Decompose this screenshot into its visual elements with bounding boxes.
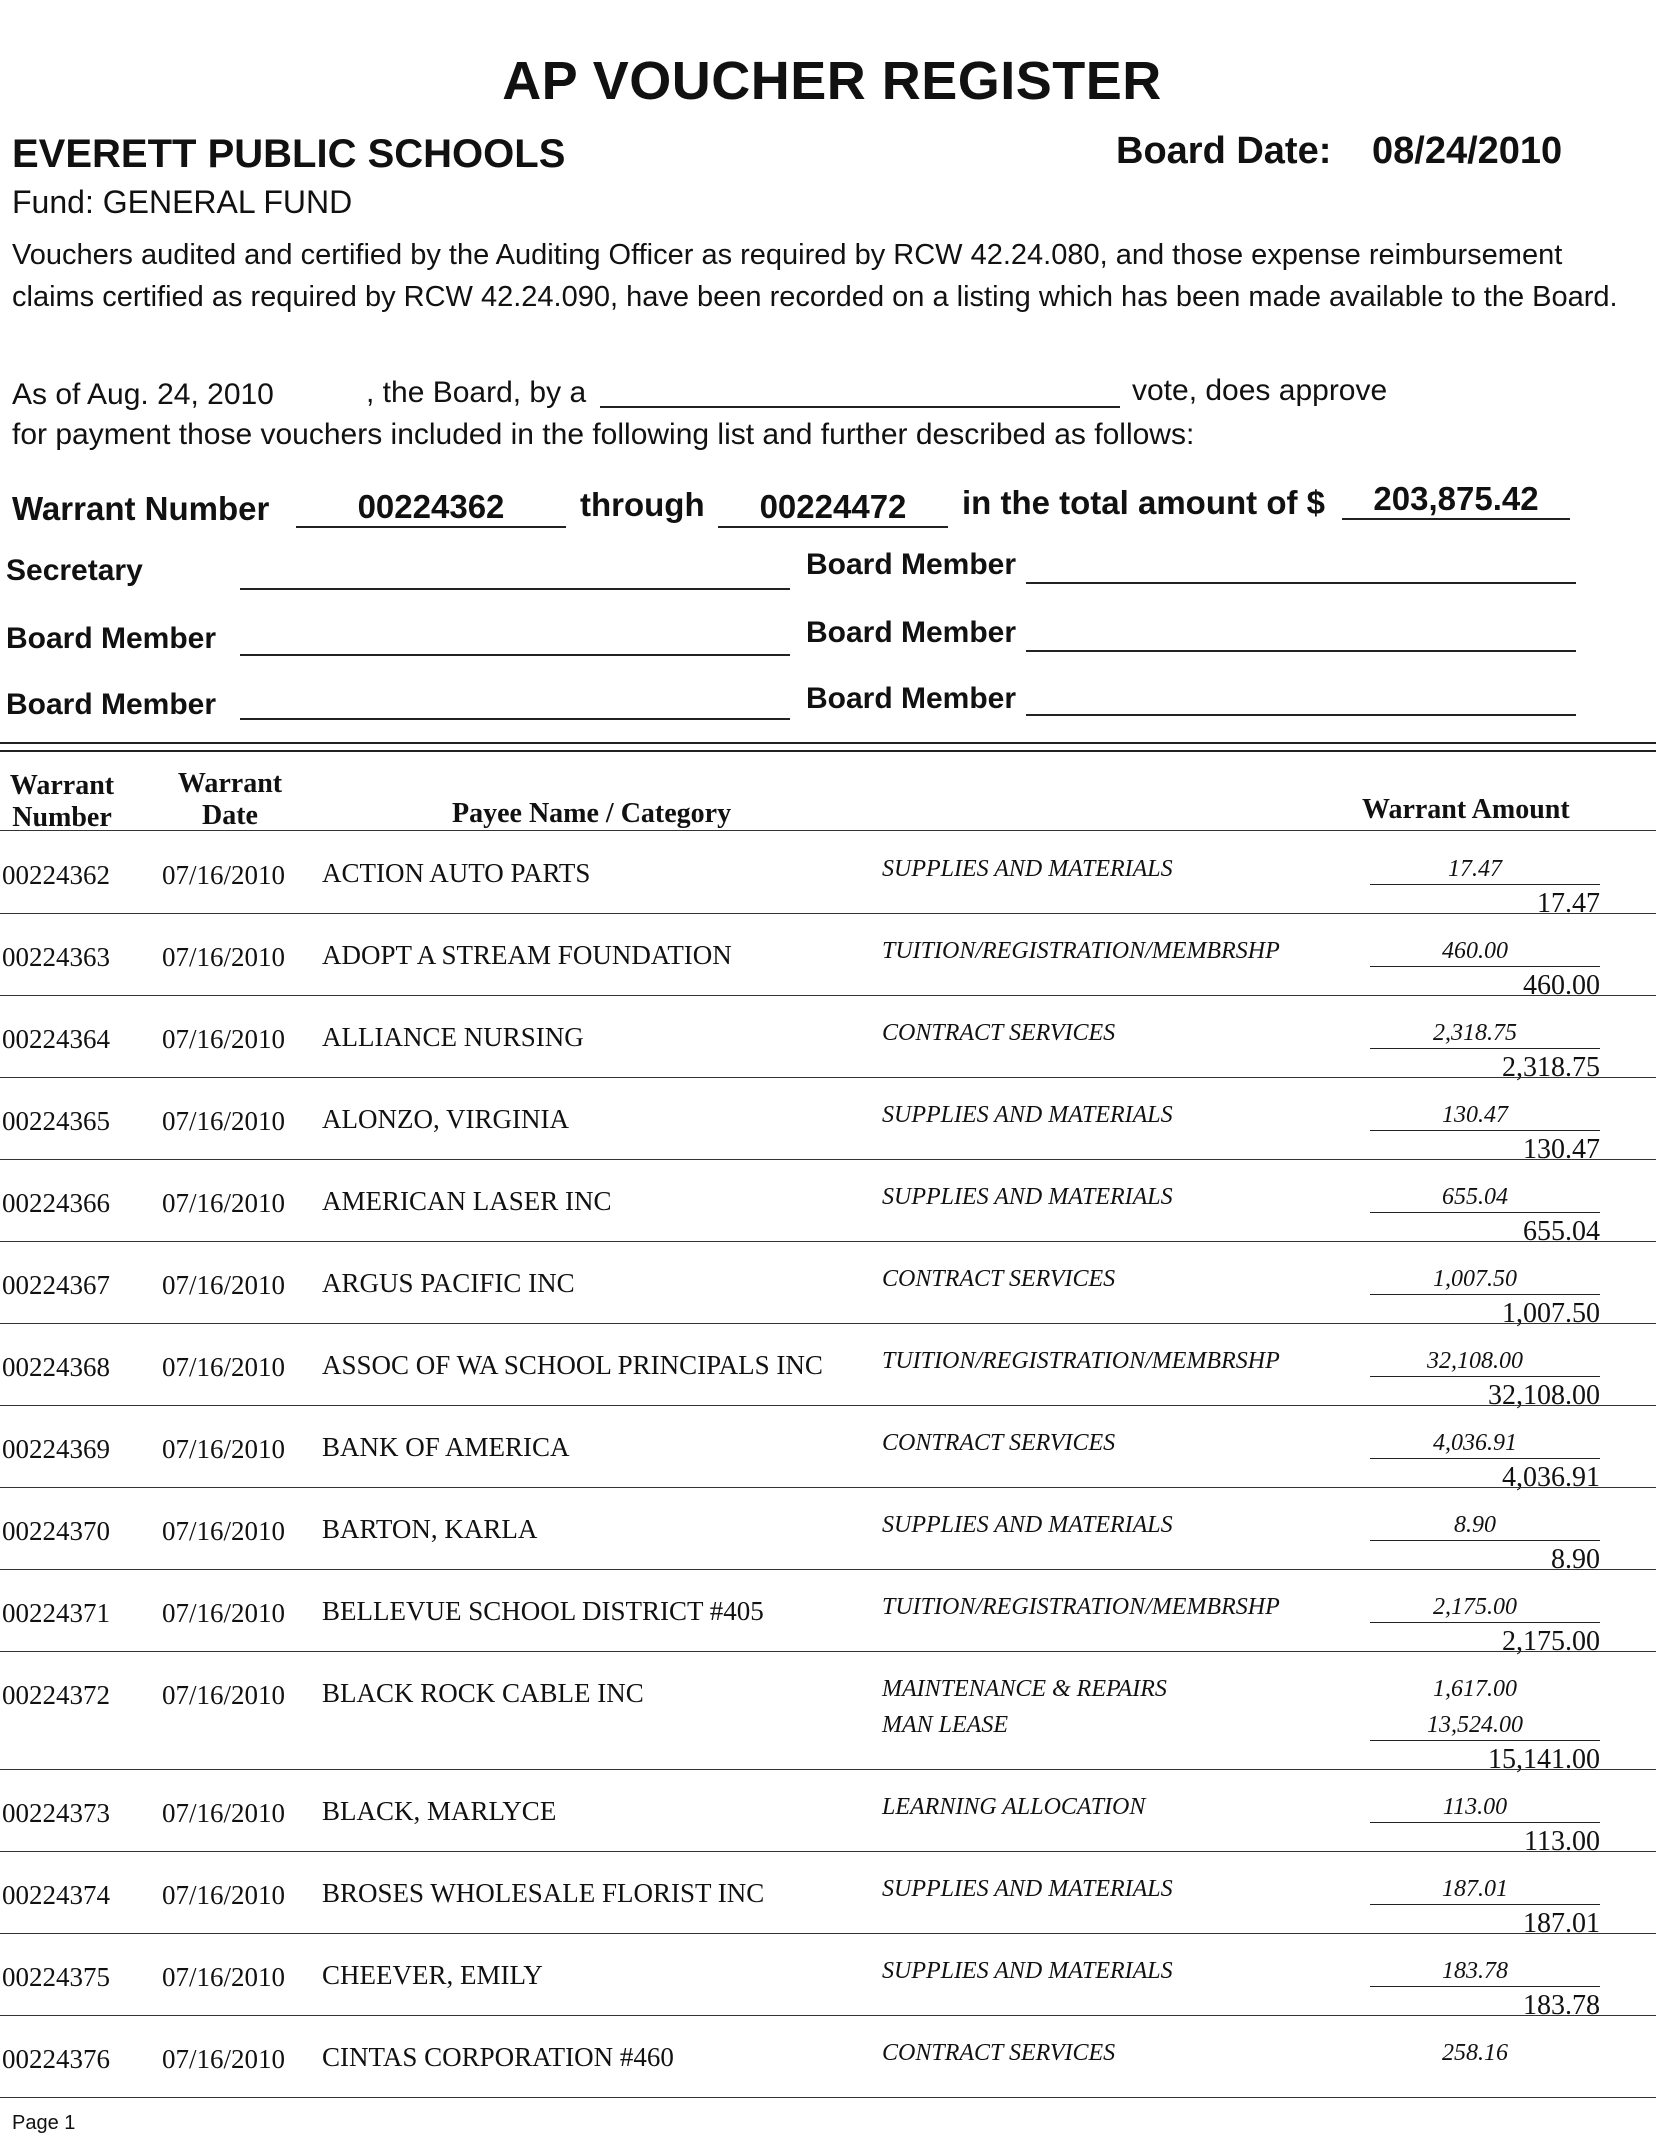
payee-name: ARGUS PACIFIC INC (322, 1268, 575, 1298)
line-amount: 2,318.75 (1433, 1020, 1517, 1046)
table-row (0, 832, 1664, 919)
payee-name: ADOPT A STREAM FOUNDATION (322, 940, 732, 970)
table-row (0, 1406, 1664, 1493)
fund-label: Fund: GENERAL FUND (12, 184, 353, 220)
payee-name: CINTAS CORPORATION #460 (322, 2042, 674, 2072)
board-date-label: Board Date: (1116, 130, 1332, 172)
warrant-from: 00224362 (296, 488, 566, 528)
warrant-to: 00224472 (718, 488, 948, 528)
table-row (0, 1934, 1664, 2021)
warrant-number: 00224363 (2, 942, 110, 972)
expense-category: CONTRACT SERVICES (882, 1020, 1116, 1046)
warrant-total: 2,318.75 (1502, 1052, 1600, 1083)
subtotal-rule (1370, 884, 1600, 885)
line-amount: 460.00 (1442, 938, 1508, 964)
expense-category: TUITION/REGISTRATION/MEMBRSHP (882, 1348, 1280, 1374)
page-title: AP VOUCHER REGISTER (502, 51, 1162, 111)
line-amount: 113.00 (1442, 1794, 1508, 1820)
vote-approve-text: vote, does approve (1132, 374, 1388, 407)
expense-category: SUPPLIES AND MATERIALS (882, 1184, 1173, 1210)
table-row (0, 996, 1664, 1083)
warrant-date: 07/16/2010 (162, 1270, 286, 1300)
table-row (0, 1488, 1664, 1575)
as-of-date: As of Aug. 24, 2010 (12, 378, 274, 411)
header-divider (0, 750, 1656, 752)
column-header-amount: Warrant Amount (1362, 794, 1570, 825)
warrant-date: 07/16/2010 (162, 1106, 286, 1136)
warrant-number: 00224374 (2, 1880, 110, 1910)
line-amount: 17.47 (1448, 856, 1502, 882)
warrant-total: 15,141.00 (1488, 1744, 1600, 1775)
payee-name: BELLEVUE SCHOOL DISTRICT #405 (322, 1596, 764, 1626)
warrant-total: 2,175.00 (1502, 1626, 1600, 1657)
warrant-date: 07/16/2010 (162, 1188, 286, 1218)
board-member-label: Board Member (806, 548, 1017, 581)
secretary-label: Secretary (6, 554, 143, 587)
warrant-date: 07/16/2010 (162, 1962, 286, 1992)
expense-category: LEARNING ALLOCATION (882, 1794, 1146, 1820)
line-amount: 130.47 (1442, 1102, 1508, 1128)
payee-name: ACTION AUTO PARTS (322, 858, 591, 888)
board-member-label: Board Member (6, 688, 217, 721)
warrant-number-label: Warrant Number (12, 490, 270, 527)
warrant-total: 183.78 (1523, 1990, 1600, 2021)
table-row (0, 914, 1664, 1001)
subtotal-rule (1370, 1740, 1600, 1741)
expense-category: SUPPLIES AND MATERIALS (882, 1876, 1173, 1902)
warrant-number: 00224376 (2, 2044, 110, 2074)
warrant-date: 07/16/2010 (162, 1880, 286, 1910)
line-amount: 1,617.00 (1433, 1676, 1517, 1702)
payee-name: ALONZO, VIRGINIA (322, 1104, 569, 1134)
board-member-signature-line (1026, 650, 1576, 652)
row-divider (0, 2097, 1656, 2098)
board-member-label: Board Member (806, 682, 1017, 715)
board-member-signature-line (1026, 714, 1576, 716)
payee-name: BLACK, MARLYCE (322, 1796, 557, 1826)
subtotal-rule (1370, 1376, 1600, 1377)
line-amount: 13,524.00 (1427, 1712, 1523, 1738)
payee-name: BANK OF AMERICA (322, 1432, 570, 1462)
warrant-number: 00224373 (2, 1798, 110, 1828)
table-row (0, 1242, 1664, 1329)
subtotal-rule (1370, 1622, 1600, 1623)
column-header-rule (0, 830, 1656, 831)
warrant-total: 130.47 (1523, 1134, 1600, 1165)
warrant-total: 8.90 (1551, 1544, 1600, 1575)
expense-category: MAN LEASE (882, 1712, 1008, 1738)
warrant-date: 07/16/2010 (162, 942, 286, 972)
expense-category: SUPPLIES AND MATERIALS (882, 1102, 1173, 1128)
board-member-label: Board Member (6, 622, 217, 655)
column-header-warrant-number: Warrant Number (9, 770, 115, 833)
expense-category: CONTRACT SERVICES (882, 1266, 1116, 1292)
board-vote-text: , the Board, by a (366, 376, 587, 409)
line-amount: 183.78 (1442, 1958, 1508, 1984)
expense-category: SUPPLIES AND MATERIALS (882, 856, 1173, 882)
expense-category: CONTRACT SERVICES (882, 2040, 1116, 2066)
board-member-signature-line (240, 654, 790, 656)
for-payment-text: for payment those vouchers included in the following list and further described as follows: (12, 418, 1195, 451)
warrant-date: 07/16/2010 (162, 1598, 286, 1628)
expense-category: TUITION/REGISTRATION/MEMBRSHP (882, 938, 1280, 964)
expense-category: CONTRACT SERVICES (882, 1430, 1116, 1456)
expense-category: MAINTENANCE & REPAIRS (882, 1676, 1167, 1702)
header-divider (0, 742, 1656, 744)
table-row (0, 1324, 1664, 1411)
warrant-number: 00224368 (2, 1352, 110, 1382)
school-name: EVERETT PUBLIC SCHOOLS (12, 132, 566, 176)
expense-category: SUPPLIES AND MATERIALS (882, 1958, 1173, 1984)
warrant-date: 07/16/2010 (162, 1434, 286, 1464)
subtotal-rule (1370, 1212, 1600, 1213)
payee-name: ALLIANCE NURSING (322, 1022, 584, 1052)
table-row (0, 1770, 1664, 1857)
total-amount-label: in the total amount of $ (962, 484, 1325, 521)
warrant-date: 07/16/2010 (162, 1516, 286, 1546)
warrant-date: 07/16/2010 (162, 860, 286, 890)
table-row (0, 1852, 1664, 1939)
board-member-label: Board Member (806, 616, 1017, 649)
board-member-signature-line (240, 718, 790, 720)
warrant-total: 32,108.00 (1488, 1380, 1600, 1411)
warrant-total: 655.04 (1523, 1216, 1600, 1247)
line-amount: 32,108.00 (1427, 1348, 1523, 1374)
subtotal-rule (1370, 966, 1600, 967)
warrant-total: 1,007.50 (1502, 1298, 1600, 1329)
board-date: 08/24/2010 (1372, 130, 1563, 172)
line-amount: 187.01 (1442, 1876, 1508, 1902)
table-row (0, 2016, 1664, 2098)
subtotal-rule (1370, 1130, 1600, 1131)
warrant-date: 07/16/2010 (162, 1680, 286, 1710)
warrant-date: 07/16/2010 (162, 2044, 286, 2074)
column-header-warrant-date: Warrant Date (177, 768, 283, 831)
line-amount: 4,036.91 (1433, 1430, 1517, 1456)
warrant-number: 00224369 (2, 1434, 110, 1464)
warrant-total: 187.01 (1523, 1908, 1600, 1939)
warrant-total: 460.00 (1523, 970, 1600, 1001)
table-row (0, 1160, 1664, 1247)
warrant-total: 4,036.91 (1502, 1462, 1600, 1493)
expense-category: SUPPLIES AND MATERIALS (882, 1512, 1173, 1538)
warrant-number: 00224367 (2, 1270, 110, 1300)
column-header-payee: Payee Name / Category (452, 798, 732, 829)
secretary-signature-line (240, 588, 790, 590)
total-amount: 203,875.42 (1342, 480, 1570, 520)
line-amount: 8.90 (1454, 1512, 1496, 1538)
warrant-number: 00224372 (2, 1680, 110, 1710)
table-row (0, 1078, 1664, 1165)
line-amount: 655.04 (1442, 1184, 1508, 1210)
warrant-number: 00224364 (2, 1024, 110, 1054)
certification-paragraph: Vouchers audited and certified by the Auditing Officer as required by RCW 42.24.080, and those expense reimbursement claims certified as required by RCW 42.24.090, have been recorded on a listing which has been made available to the Board. (12, 239, 1618, 313)
subtotal-rule (1370, 1540, 1600, 1541)
warrant-number: 00224362 (2, 860, 110, 890)
payee-name: BLACK ROCK CABLE INC (322, 1678, 644, 1708)
subtotal-rule (1370, 1822, 1600, 1823)
warrant-number: 00224375 (2, 1962, 110, 1992)
subtotal-rule (1370, 1294, 1600, 1295)
payee-name: BROSES WHOLESALE FLORIST INC (322, 1878, 765, 1908)
subtotal-rule (1370, 1904, 1600, 1905)
subtotal-rule (1370, 1048, 1600, 1049)
line-amount: 2,175.00 (1433, 1594, 1517, 1620)
payee-name: BARTON, KARLA (322, 1514, 538, 1544)
board-member-signature-line (1026, 582, 1576, 584)
warrant-date: 07/16/2010 (162, 1024, 286, 1054)
warrant-number: 00224370 (2, 1516, 110, 1546)
warrant-total: 17.47 (1537, 888, 1600, 919)
expense-category: TUITION/REGISTRATION/MEMBRSHP (882, 1594, 1280, 1620)
line-amount: 258.16 (1442, 2040, 1508, 2066)
through-label: through (580, 486, 705, 523)
warrant-number: 00224365 (2, 1106, 110, 1136)
payee-name: AMERICAN LASER INC (322, 1186, 612, 1216)
line-amount: 1,007.50 (1433, 1266, 1517, 1292)
payee-name: CHEEVER, EMILY (322, 1960, 543, 1990)
table-row (0, 1570, 1664, 1657)
subtotal-rule (1370, 1986, 1600, 1987)
warrant-date: 07/16/2010 (162, 1798, 286, 1828)
vote-blank-line (600, 406, 1120, 408)
page-number: Page 1 (12, 2112, 76, 2134)
warrant-number: 00224366 (2, 1188, 110, 1218)
subtotal-rule (1370, 1458, 1600, 1459)
warrant-number: 00224371 (2, 1598, 110, 1628)
warrant-date: 07/16/2010 (162, 1352, 286, 1382)
payee-name: ASSOC OF WA SCHOOL PRINCIPALS INC (322, 1350, 823, 1380)
warrant-total: 113.00 (1524, 1826, 1600, 1857)
table-row (0, 1652, 1664, 1775)
